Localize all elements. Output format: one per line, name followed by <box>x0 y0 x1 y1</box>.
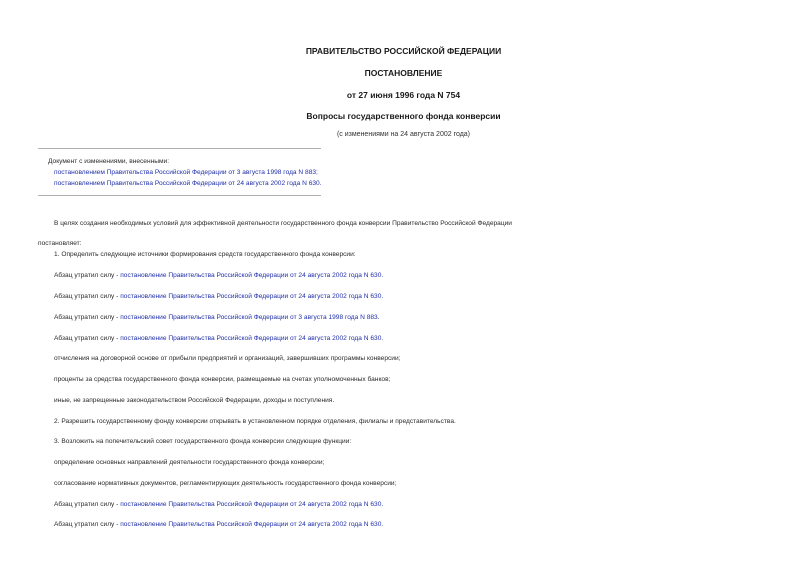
function-documents: согласование нормативных документов, регламентирующих деятельность государственного фонда конверсии; <box>54 480 397 487</box>
divider-top <box>38 148 321 149</box>
amendment-link[interactable]: постановление Правительства Российской Федерации от 24 августа 2002 года N 630. <box>120 272 384 279</box>
change-link-1998[interactable]: постановлением Правительства Российской Федерации от 3 августа 1998 года N 883; <box>54 169 318 176</box>
document-date-number: от 27 июня 1996 года N 754 <box>346 90 461 100</box>
lost-prefix: Абзац утратил силу - <box>54 314 121 321</box>
function-directions: определение основных направлений деятельности государственного фонда конверсии; <box>54 459 325 466</box>
lost-prefix: Абзац утратил силу - <box>54 335 121 342</box>
paragraph-3: 3. Возложить на попечительский совет государственного фонда конверсии следующие функции: <box>54 438 352 445</box>
amendment-link[interactable]: постановление Правительства Российской Федерации от 24 августа 2002 года N 630. <box>120 293 384 300</box>
preamble-text: В целях создания необходимых условий для эффективной деятельности государственного фонда конверсии Правительство Российской Федерации <box>54 220 512 227</box>
paragraph-2: 2. Разрешить государственному фонду конверсии открывать в установленном порядке отделения, филиалы и представительства. <box>54 418 456 425</box>
source-interest: проценты за средства государственного фонда конверсии, размещаемые на счетах уполномоченных банков; <box>54 376 391 383</box>
source-profit: отчисления на договорной основе от прибыли предприятий и организаций, завершивших программы конверсии; <box>54 355 401 362</box>
amendment-link[interactable]: постановление Правительства Российской Федерации от 24 августа 2002 года N 630. <box>120 501 384 508</box>
amendment-link[interactable]: постановление Правительства Российской Федерации от 3 августа 1998 года N 883. <box>120 314 380 321</box>
paragraph-1: 1. Определить следующие источники формирования средств государственного фонда конверсии: <box>54 251 356 258</box>
amendment-link[interactable]: постановление Правительства Российской Федерации от 24 августа 2002 года N 630. <box>120 521 384 528</box>
changes-intro: Документ с изменениями, внесенными: <box>48 158 170 165</box>
government-heading: ПРАВИТЕЛЬСТВО РОССИЙСКОЙ ФЕДЕРАЦИИ <box>305 46 502 56</box>
resolves-text: постановляет: <box>38 240 82 247</box>
source-other: иные, не запрещенные законодательством Российской Федерации, доходы и поступления. <box>54 397 335 404</box>
lost-prefix: Абзац утратил силу - <box>54 272 121 279</box>
divider-bottom <box>38 195 321 196</box>
lost-prefix: Абзац утратил силу - <box>54 501 121 508</box>
amendment-note: (с изменениями на 24 августа 2002 года) <box>336 131 471 138</box>
lost-prefix: Абзац утратил силу - <box>54 293 121 300</box>
lost-paragraph <box>54 314 380 321</box>
lost-prefix: Абзац утратил силу - <box>54 521 121 528</box>
lost-paragraph <box>54 293 383 300</box>
lost-paragraph <box>54 501 383 508</box>
change-link-2002[interactable]: постановлением Правительства Российской Федерации от 24 августа 2002 года N 630. <box>54 180 322 187</box>
document-title: Вопросы государственного фонда конверсии <box>306 111 501 121</box>
lost-paragraph <box>54 521 383 528</box>
document-type: ПОСТАНОВЛЕНИЕ <box>364 68 443 78</box>
amendment-link[interactable]: постановление Правительства Российской Федерации от 24 августа 2002 года N 630. <box>120 335 384 342</box>
lost-paragraph <box>54 335 383 342</box>
lost-paragraph <box>54 272 383 279</box>
